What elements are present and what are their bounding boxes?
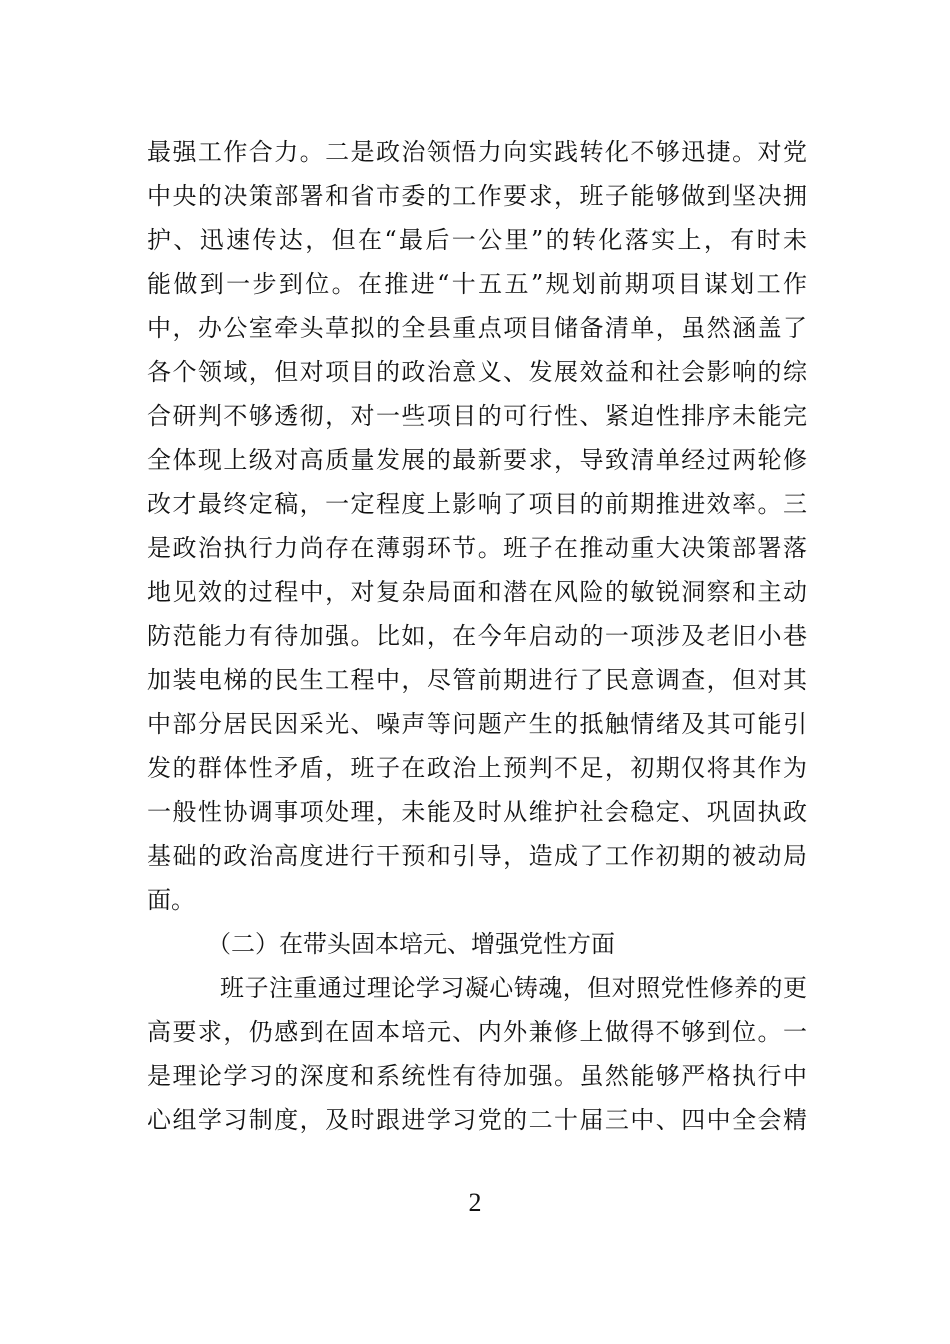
text-line: 合研判不够透彻，对一些项目的可行性、紧迫性排序未能完 <box>147 402 807 430</box>
text-line: 中央的决策部署和省市委的工作要求，班子能够做到坚决拥 <box>147 182 807 210</box>
paragraph <box>147 130 807 922</box>
text-line: 最强工作合力。二是政治领悟力向实践转化不够迅捷。对党 <box>147 138 807 166</box>
text-line: 高要求，仍感到在固本培元、内外兼修上做得不够到位。一 <box>147 1018 807 1046</box>
text-line: 改才最终定稿，一定程度上影响了项目的前期推进效率。三 <box>147 490 807 518</box>
text-line: 是理论学习的深度和系统性有待加强。虽然能够严格执行中 <box>147 1062 807 1090</box>
paragraph <box>147 966 807 1142</box>
text-line: 基础的政治高度进行干预和引导，造成了工作初期的被动局 <box>147 842 807 870</box>
text-line: 班子注重通过理论学习凝心铸魂，但对照党性修养的更 <box>220 974 807 1002</box>
text-line: 护、迅速传达，但在“最后一公里”的转化落实上，有时未 <box>147 226 807 254</box>
text-line: 发的群体性矛盾，班子在政治上预判不足，初期仅将其作为 <box>147 754 807 782</box>
text-line: 中，办公室牵头草拟的全县重点项目储备清单，虽然涵盖了 <box>147 314 807 342</box>
text-line: 能做到一步到位。在推进“十五五”规划前期项目谋划工作 <box>147 270 807 298</box>
text-line: 一般性协调事项处理，未能及时从维护社会稳定、巩固执政 <box>147 798 807 826</box>
text-line: 加装电梯的民生工程中，尽管前期进行了民意调查，但对其 <box>147 666 807 694</box>
page-number: 2 <box>468 1188 482 1217</box>
text-line: 面。 <box>147 886 195 914</box>
text-line: 地见效的过程中，对复杂局面和潜在风险的敏锐洞察和主动 <box>147 578 807 606</box>
text-line: 全体现上级对高质量发展的最新要求，导致清单经过两轮修 <box>147 446 807 474</box>
text-line: 各个领域，但对项目的政治意义、发展效益和社会影响的综 <box>147 358 807 386</box>
text-line: 是政治执行力尚存在薄弱环节。班子在推动重大决策部署落 <box>147 534 807 562</box>
text-line: 中部分居民因采光、噪声等问题产生的抵触情绪及其可能引 <box>147 710 807 738</box>
text-line: 防范能力有待加强。比如，在今年启动的一项涉及老旧小巷 <box>147 622 807 650</box>
section-heading: （二）在带头固本培元、增强党性方面 <box>207 930 615 958</box>
text-line: 心组学习制度，及时跟进学习党的二十届三中、四中全会精 <box>147 1106 807 1134</box>
document-body <box>147 130 807 1142</box>
